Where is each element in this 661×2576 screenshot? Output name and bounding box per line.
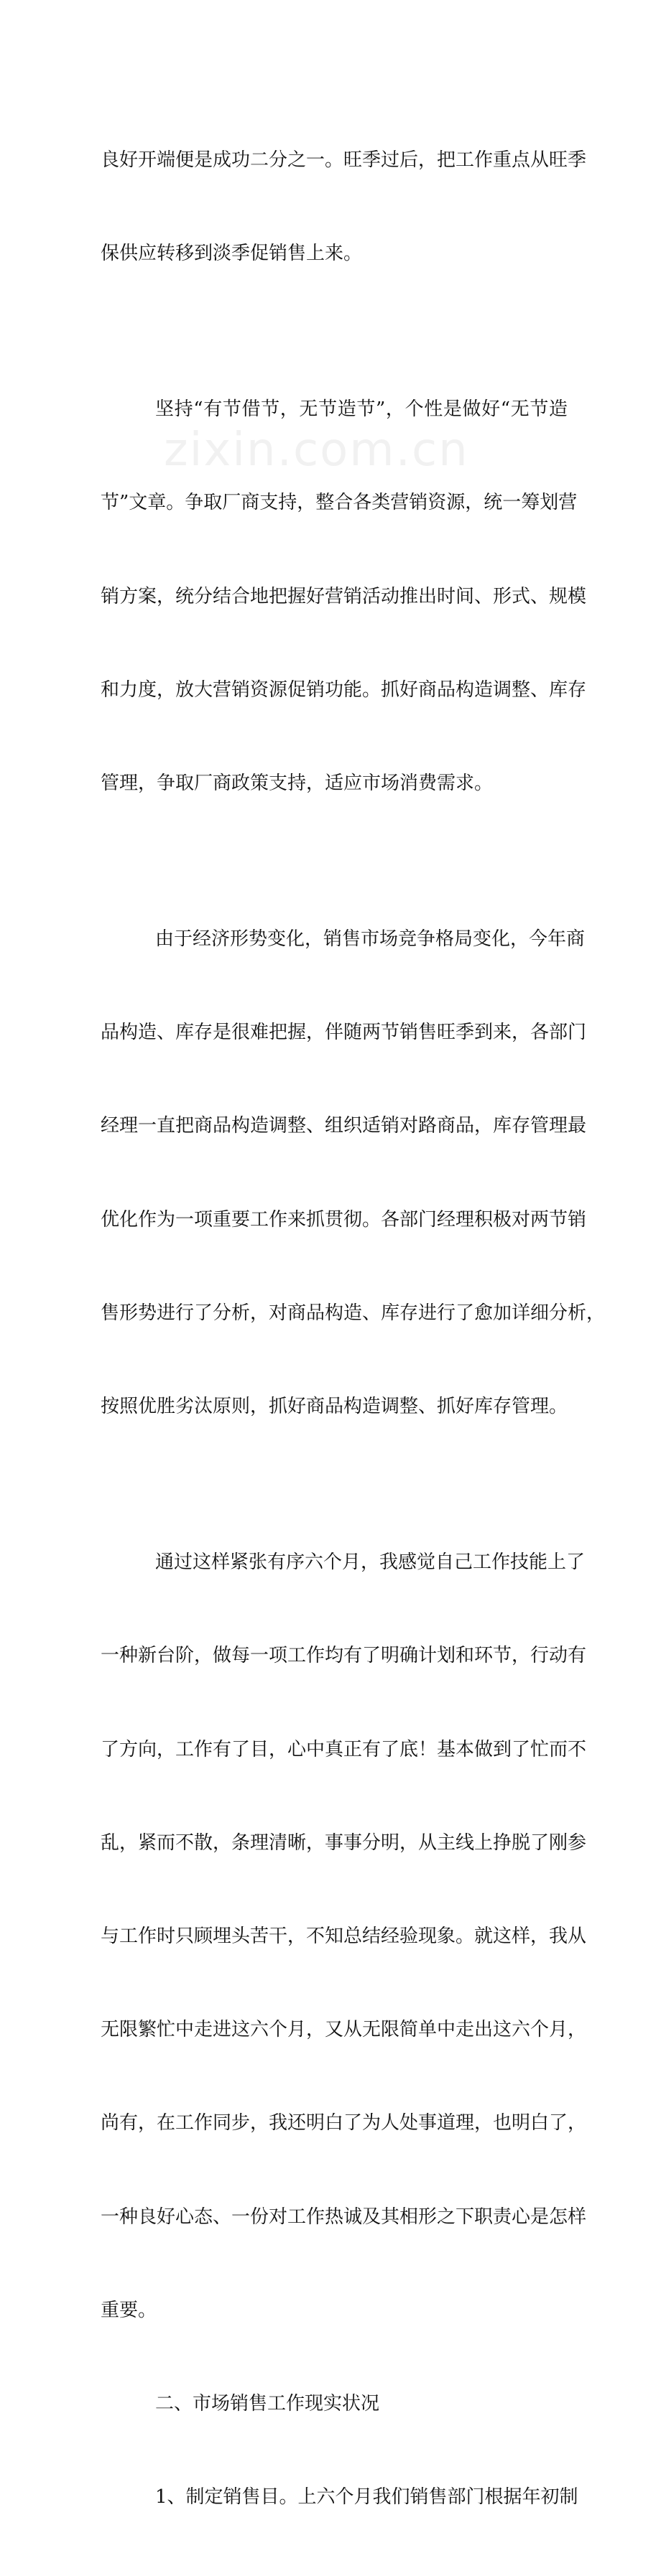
paragraph-5	[101, 2419, 578, 2575]
text-line: 由于经济形势变化，销售市场竞争格局变化，今年商	[155, 928, 586, 950]
text-line: 经理一直把商品构造调整、组织适销对路商品，库存管理最	[101, 1115, 587, 1137]
text-line: 良好开端便是成功二分之一。旺季过后，把工作重点从旺季	[101, 149, 587, 171]
text-line: 优化作为一项重要工作来抓贯彻。各部门经理积极对两节销	[101, 1208, 587, 1231]
paragraph-4	[101, 1485, 587, 2389]
text-line: 通过这样紧张有序六个月，我感觉自己工作技能上了	[155, 1551, 586, 1574]
text-line: 销方案，统分结合地把握好营销活动推出时间、形式、规模	[101, 585, 587, 607]
paragraph-2	[101, 332, 587, 862]
section-heading: 二、市场销售工作现实状况	[155, 2393, 380, 2415]
text-line: 管理，争取厂商政策支持，适应市场消费需求。	[101, 772, 494, 794]
text-line: 一种良好心态、一份对工作热诚及其相形之下职责心是怎样	[101, 2206, 587, 2228]
document-body	[101, 83, 606, 2576]
text-line: 保供应转移到淡季促销售上来。	[101, 243, 363, 265]
text-line: 乱，紧而不散，条理清晰，事事分明，从主线上挣脱了刚参	[101, 1831, 587, 1854]
text-line: 尚有，在工作同步，我还明白了为人处事道理，也明白了，	[101, 2112, 587, 2134]
text-line: 节”文章。争取厂商支持，整合各类营销资源，统一筹划营	[101, 492, 578, 514]
text-line: 品构造、库存是很难把握，伴随两节销售旺季到来，各部门	[101, 1022, 587, 1044]
text-line: 1、制定销售目。上六个月我们销售部门根据年初制	[155, 2486, 578, 2509]
text-line: 按照优胜劣汰原则，抓好商品构造调整、抓好库存管理。	[101, 1396, 568, 1418]
text-line: 重要。	[101, 2299, 157, 2321]
text-line: 了方向，工作有了目，心中真正有了底！基本做到了忙而不	[101, 1738, 587, 1760]
text-line: 一种新台阶，做每一项工作均有了明确计划和环节，行动有	[101, 1645, 587, 1667]
text-line: 和力度，放大营销资源促销功能。抓好商品构造调整、库存	[101, 678, 587, 701]
text-line: 无限繁忙中走进这六个月，又从无限简单中走出这六个月，	[101, 2019, 587, 2041]
watermark-text: zixin.com.cn	[164, 424, 469, 477]
text-line: 售形势进行了分析，对商品构造、库存进行了愈加详细分析，	[101, 1302, 606, 1324]
text-line: 坚持“有节借节，无节造节”，个性是做好“无节造	[155, 398, 568, 421]
paragraph-1	[101, 83, 587, 332]
paragraph-3	[101, 862, 606, 1485]
text-line: 与工作时只顾埋头苦干，不知总结经验现象。就这样，我从	[101, 1925, 587, 1947]
